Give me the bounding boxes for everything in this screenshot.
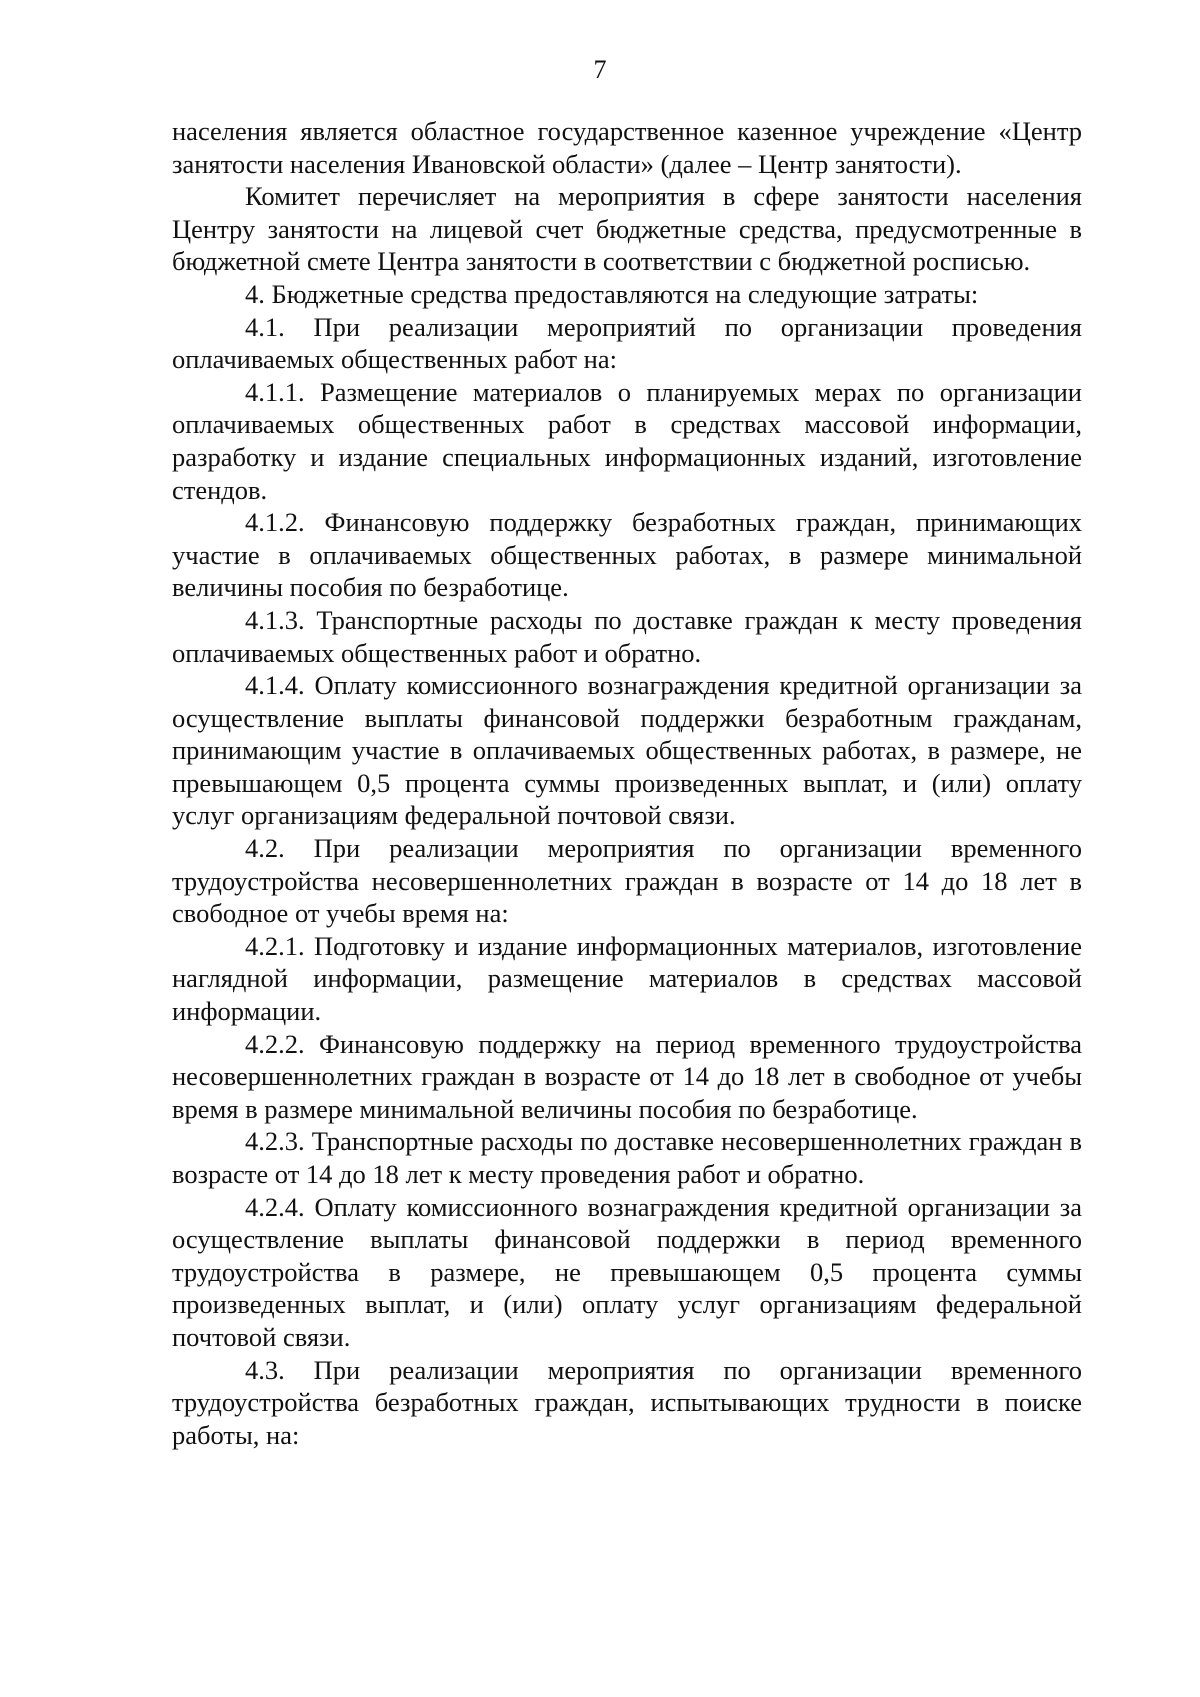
paragraph-4-2-2: 4.2.2. Финансовую поддержку на период временного трудоустройства несовершеннолетних граждан в возрасте от 14 до 18 лет в свободное от учебы время в размере минимальной величины пособия по безработице. [172, 1028, 1082, 1124]
paragraph-4-1-2: 4.1.2. Финансовую поддержку безработных граждан, принимающих участие в оплачиваемых общественных работах, в размере минимальной величины пособия по безработице. [172, 507, 1082, 603]
paragraph-4-1-1: 4.1.1. Размещение материалов о планируемых мерах по организации оплачиваемых общественных работ в средствах массовой информации, разработку и издание специальных информационных изданий, изготовление стендов. [172, 376, 1082, 505]
paragraph-4-1: 4.1. При реализации мероприятий по организации проведения оплачиваемых общественных работ на: [172, 311, 1082, 375]
paragraph-4-3: 4.3. При реализации мероприятия по организации временного трудоустройства безработных граждан, испытывающих трудности в поиске работы, на: [172, 1354, 1082, 1450]
paragraph-4-1-4: 4.1.4. Оплату комиссионного вознаграждения кредитной организации за осуществление выплаты финансовой поддержки безработным гражданам, принимающим участие в оплачиваемых общественных работах, в размере, не превышающем 0,5 процента суммы произведенных выплат, и (или) оплату услуг организациям федеральной почтовой связи. [172, 670, 1082, 831]
paragraph-4-2-1: 4.2.1. Подготовку и издание информационных материалов, изготовление наглядной информации, размещение материалов в средствах массовой информации. [172, 930, 1082, 1027]
paragraph-continuation: населения является областное государственное казенное учреждение «Центр занятости населения Ивановской области» (далее – Центр занятости). [172, 116, 1082, 179]
document-body [172, 115, 1082, 1451]
paragraph-4: 4. Бюджетные средства предоставляются на следующие затраты: [245, 278, 979, 309]
paragraph-4-1-3: 4.1.3. Транспортные расходы по доставке граждан к месту проведения оплачиваемых общественных работ и обратно. [172, 604, 1082, 668]
paragraph-4-2-4: 4.2.4. Оплату комиссионного вознаграждения кредитной организации за осуществление выплаты финансовой поддержки в период временного трудоустройства в размере, не превышающем 0,5 процента суммы произведенных выплат, и (или) оплату услуг организациям федеральной почтовой связи. [172, 1191, 1082, 1352]
paragraph-4-2-3: 4.2.3. Транспортные расходы по доставке несовершеннолетних граждан в возрасте от 14 до 18 лет к месту проведения работ и обратно. [172, 1126, 1082, 1189]
page-number: 7 [593, 55, 607, 84]
paragraph-committee-transfer: Комитет перечисляет на мероприятия в сфере занятости населения Центру занятости на лицевой счет бюджетные средства, предусмотренные в бюджетной смете Центра занятости в соответствии с бюджетной росписью. [172, 181, 1082, 277]
paragraph-4-2: 4.2. При реализации мероприятия по организации временного трудоустройства несовершеннолетних граждан в возрасте от 14 до 18 лет в свободное от учебы время на: [172, 833, 1082, 929]
